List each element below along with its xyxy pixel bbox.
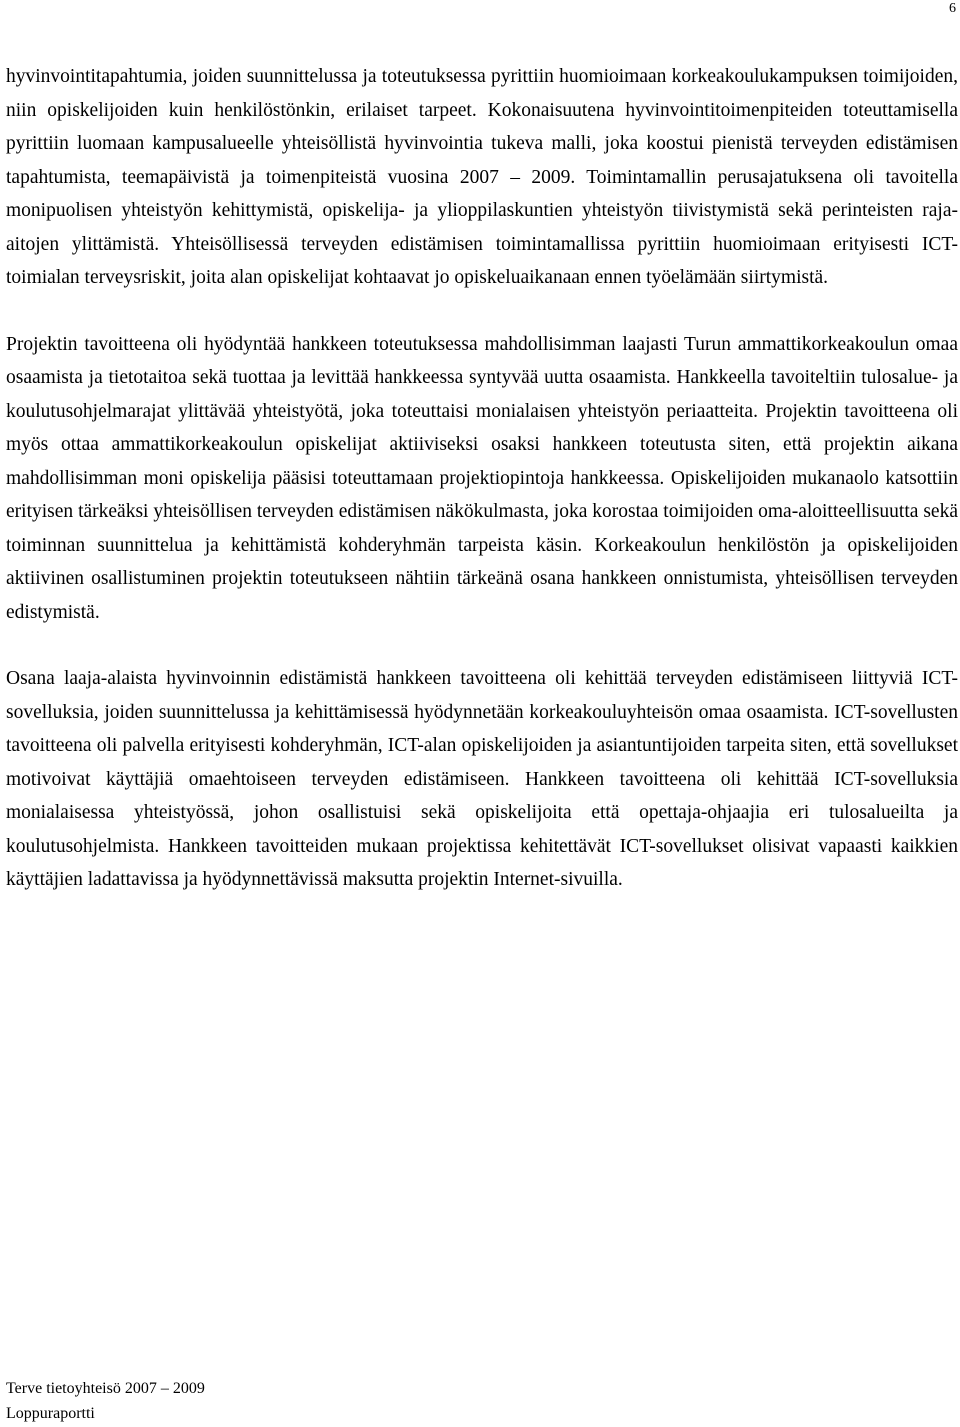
paragraph-ict-applications: Osana laaja-alaista hyvinvoinnin edistämistä hankkeen tavoitteena oli kehittää terveyden edistämiseen liittyviä ICT-sovelluksia, joiden suunnittelussa ja kehittämisessä hyödynnetään korkeakouluyhteisön omaa osaamista. ICT-sovellusten tavoitteena oli palvella erityisesti kohderyhmän, ICT-alan opiskelijoiden ja asiantuntijoiden tarpeita siten, että sovellukset motivoivat käyttäjiä omaehtoiseen terveyden edistämiseen. Hankkeen tavoitteena oli kehittää ICT-sovelluksia monialaisessa yhteistyössä, johon osallistuisi sekä opiskelijoita että opettaja-ohjaajia eri tulosalueilta ja koulutusohjelmista. Hankkeen tavoitteiden mukaan projektissa kehitettävät ICT-sovellukset olisivat vapaasti kaikkien käyttäjien ladattavissa ja hyödynnettävissä maksutta projektin Internet-sivuilla. xyxy=(6,668,958,890)
paragraph-project-goals: Projektin tavoitteena oli hyödyntää hankkeen toteutuksessa mahdollisimman laajasti Turun ammattikorkeakoulun omaa osaamista ja tietotaitoa sekä tuottaa ja levittää hankkeessa syntyvää uutta osaamista. Hankkeella tavoiteltiin tulosalue- ja koulutusohjelmarajat ylittävää yhteistyötä, joka toteuttaisi monialaisen yhteistyön periaatteita. Projektin tavoitteena oli myös ottaa ammattikorkeakoulun opiskelijat aktiiviseksi osaksi hankkeen toteutusta siten, että projektin aikana mahdollisimman moni opiskelija pääsisi toteuttamaan projektiopintoja hankkeessa. Opiskelijoiden mukanaolo katsottiin erityisen tärkeäksi yhteisöllisen terveyden edistämisen näkökulmasta, joka korostaa toimijoiden oma-aloitteellisuutta sekä toiminnan suunnittelua ja kehittämistä kohderyhmän tarpeista käsin. Korkeakoulun henkilöstön ja opiskelijoiden aktiivinen osallistuminen projektin toteutukseen nähtiin tärkeänä osana hankkeen onnistumista, yhteisöllisen terveyden edistymistä. xyxy=(6,333,958,623)
document-body xyxy=(6,60,958,897)
footer-project-title: Terve tietoyhteisö 2007 – 2009 xyxy=(6,1380,205,1397)
paragraph-wellbeing-events: hyvinvointitapahtumia, joiden suunnittelussa ja toteutuksessa pyrittiin huomioimaan korkeakoulukampuksen toimijoiden, niin opiskelijoiden kuin henkilöstönkin, erilaiset tarpeet. Kokonaisuutena hyvinvointitoimenpiteiden toteuttamisella pyrittiin luomaan kampusalueelle yhteisöllistä hyvinvointia tukeva malli, joka koostui pienistä terveyden edistämisen tapahtumista, teemapäivistä ja toimenpiteistä vuosina 2007 – 2009. Toimintamallin perusajatuksena oli tavoitella monipuolisen yhteistyön kehittymistä, opiskelija- ja ylioppilaskuntien yhteistyön tiivistymistä sekä perinteisten raja-aitojen ylittämistä. Yhteisöllisessä terveyden edistämisen toimintamallissa pyrittiin huomioimaan erityisesti ICT-toimialan terveysriskit, joita alan opiskelijat kohtaavat jo opiskeluaikanaan ennen työelämään siirtymistä. xyxy=(6,66,958,288)
footer-report-label: Loppuraportti xyxy=(6,1405,95,1422)
page-number: 6 xyxy=(949,1,956,16)
page-footer xyxy=(6,1376,205,1426)
